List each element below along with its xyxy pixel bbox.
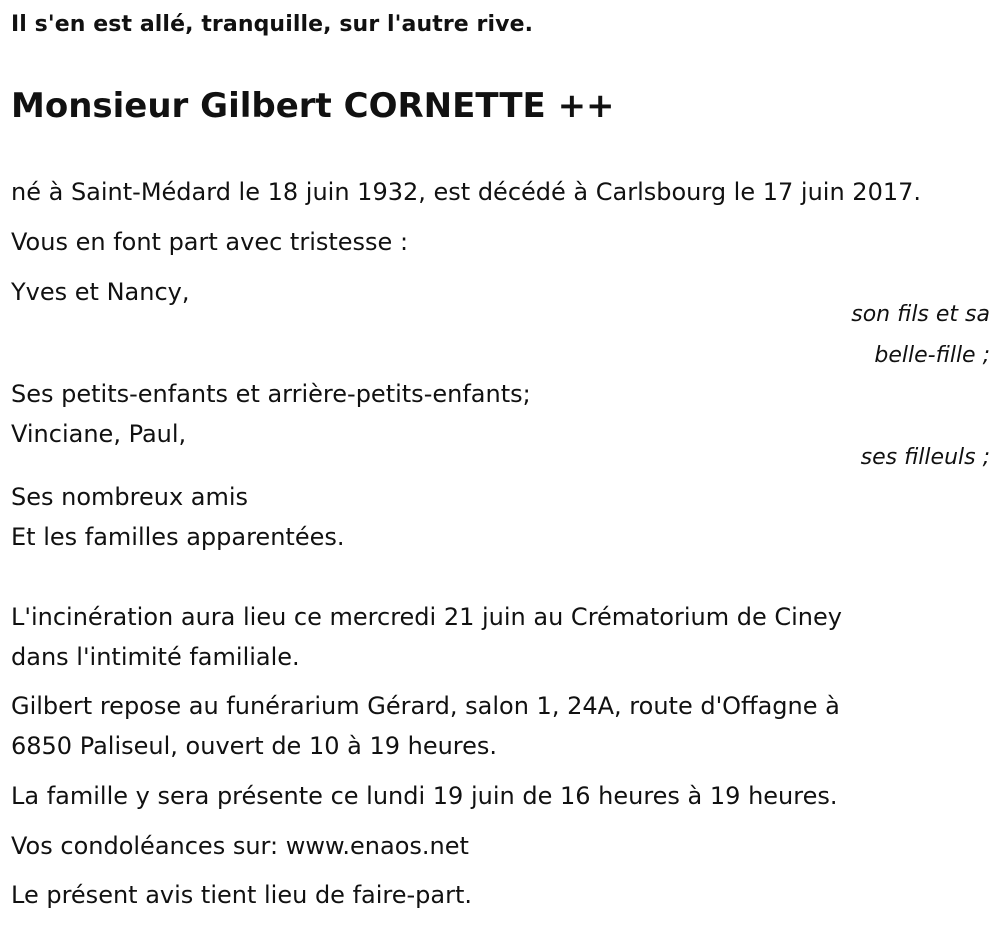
deceased-name-title: Monsieur Gilbert CORNETTE ++ xyxy=(11,86,615,126)
cremation-line-1: L'incinération aura lieu ce mercredi 21 juin au Crématorium de Ciney xyxy=(11,603,842,631)
godchildren-relation: ses filleuls ; xyxy=(860,445,990,470)
birth-death-line: né à Saint-Médard le 18 juin 1932, est décédé à Carlsbourg le 17 juin 2017. xyxy=(11,178,922,206)
faire-part-line: Le présent avis tient lieu de faire-part. xyxy=(11,881,473,909)
family-member-relation-line1: son fils et sa xyxy=(851,302,990,327)
family-member-relation-line2: belle-fille ; xyxy=(874,343,990,368)
friends-line: Ses nombreux amis xyxy=(11,483,249,511)
family-member-names: Yves et Nancy, xyxy=(11,278,190,306)
family-presence-line: La famille y sera présente ce lundi 19 juin de 16 heures à 19 heures. xyxy=(11,782,838,810)
families-line: Et les familles apparentées. xyxy=(11,523,345,551)
godchildren-names: Vinciane, Paul, xyxy=(11,420,187,448)
grandchildren-line: Ses petits-enfants et arrière-petits-enfants; xyxy=(11,380,531,408)
condolences-line: Vos condoléances sur: www.enaos.net xyxy=(11,832,469,860)
notice-tagline: Il s'en est allé, tranquille, sur l'autre rive. xyxy=(11,12,534,37)
cremation-line-2: dans l'intimité familiale. xyxy=(11,643,300,671)
resting-place-line-1: Gilbert repose au funérarium Gérard, salon 1, 24A, route d'Offagne à xyxy=(11,692,840,720)
announcement-line: Vous en font part avec tristesse : xyxy=(11,228,409,256)
resting-place-line-2: 6850 Paliseul, ouvert de 10 à 19 heures. xyxy=(11,732,498,760)
